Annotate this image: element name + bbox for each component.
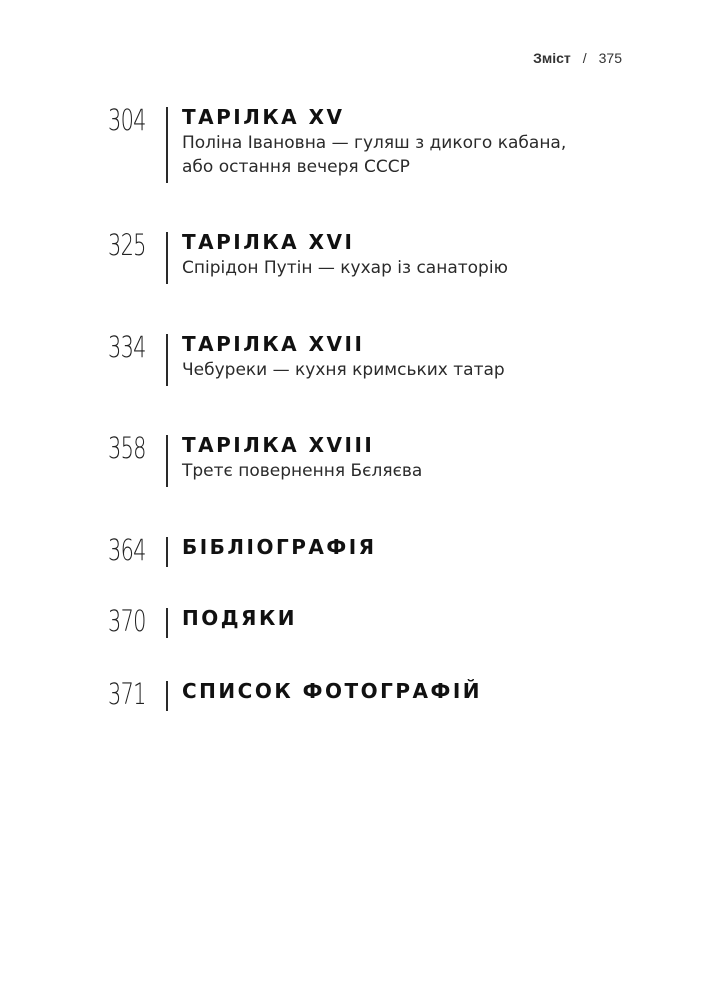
toc-subtitle: Чебуреки — кухня кримських татар bbox=[182, 360, 505, 380]
toc-page-number: 358 bbox=[108, 431, 146, 465]
toc-text bbox=[182, 103, 566, 179]
toc-page-number: 370 bbox=[108, 604, 146, 638]
toc-page-number: 334 bbox=[108, 330, 146, 364]
toc-subtitle: Спірідон Путін — кухар із санаторію bbox=[182, 258, 508, 278]
toc-divider bbox=[166, 435, 168, 487]
toc-entry[interactable] bbox=[108, 228, 508, 284]
toc-entry[interactable] bbox=[108, 431, 422, 487]
toc-divider bbox=[166, 107, 168, 183]
toc-page-number: 364 bbox=[108, 533, 146, 567]
toc-text bbox=[182, 431, 422, 483]
toc-title: ТАРІЛКА XVIII bbox=[182, 433, 375, 457]
toc-subtitle: Третє повернення Бєляєва bbox=[182, 461, 423, 481]
toc-text bbox=[182, 228, 508, 280]
toc-text bbox=[182, 677, 482, 705]
toc-title: БІБЛІОГРАФІЯ bbox=[182, 535, 377, 559]
toc-entry[interactable] bbox=[108, 103, 566, 183]
toc-title: ПОДЯКИ bbox=[182, 606, 298, 630]
toc-page-number: 304 bbox=[108, 103, 146, 137]
header-separator: / bbox=[582, 50, 587, 66]
header-page-number: 375 bbox=[598, 50, 622, 66]
toc-page-number: 371 bbox=[108, 677, 146, 711]
toc-entry[interactable] bbox=[108, 330, 505, 386]
section-name: Зміст bbox=[533, 50, 571, 66]
toc-divider bbox=[166, 537, 168, 567]
toc-divider bbox=[166, 334, 168, 386]
toc-divider bbox=[166, 608, 168, 638]
toc-title: ТАРІЛКА XV bbox=[182, 105, 345, 129]
toc-entry[interactable] bbox=[108, 533, 377, 567]
running-head bbox=[533, 50, 622, 66]
toc-title: ТАРІЛКА XVI bbox=[182, 230, 355, 254]
toc-entry[interactable] bbox=[108, 604, 297, 638]
toc-divider bbox=[166, 681, 168, 711]
toc-text bbox=[182, 533, 377, 561]
toc-text bbox=[182, 330, 505, 382]
toc-divider bbox=[166, 232, 168, 284]
toc-title: СПИСОК ФОТОГРАФІЙ bbox=[182, 679, 483, 703]
toc-subtitle: Поліна Івановна — гуляш з дикого кабана, bbox=[182, 133, 567, 153]
toc-text bbox=[182, 604, 297, 632]
toc-subtitle: або остання вечеря СССР bbox=[182, 157, 410, 177]
toc-page-number: 325 bbox=[108, 228, 146, 262]
toc-title: ТАРІЛКА XVII bbox=[182, 332, 365, 356]
toc-entry[interactable] bbox=[108, 677, 482, 711]
